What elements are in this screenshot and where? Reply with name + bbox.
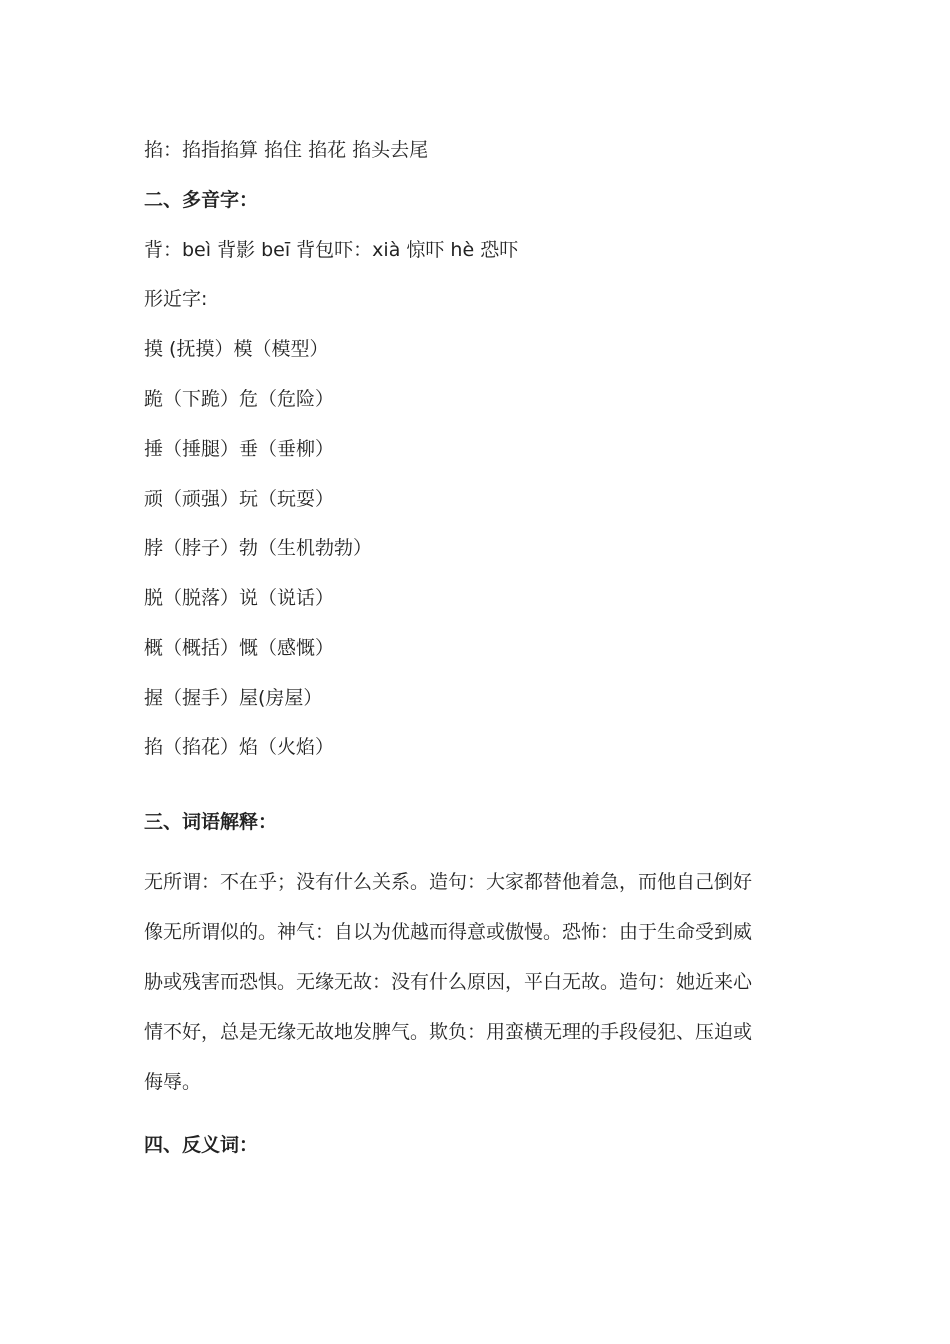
text-line-bei-xia: 背：beì 背影 beī 背包吓：xià 惊吓 hè 恐吓: [144, 239, 519, 261]
text-line-tuo: 脱（脱落）说（说话）: [144, 587, 335, 609]
paragraph-line: 无所谓：不在乎；没有什么关系。造句：大家都替他着急，而他自己倒好: [144, 871, 753, 893]
text-line-gui: 跪（下跪）危（危险）: [144, 388, 335, 410]
paragraph-line: 侮辱。: [144, 1071, 202, 1093]
text-line-bo: 脖（脖子）勃（生机勃勃）: [144, 537, 373, 559]
text-line-qia: 掐：掐指掐算 掐住 掐花 掐头去尾: [144, 139, 429, 161]
text-line-mo: 摸 (抚摸）模（模型）: [144, 338, 329, 360]
word-explanation-paragraph: [144, 857, 806, 1107]
section-heading-polyphonic: 二、多音字：: [144, 189, 259, 211]
text-line-chui: 捶（捶腿）垂（垂柳）: [144, 438, 335, 460]
text-line-wan: 顽（顽强）玩（玩耍）: [144, 488, 335, 510]
paragraph-line: 像无所谓似的。神气：自以为优越而得意或傲慢。恐怖：由于生命受到威: [144, 921, 753, 943]
text-line-wo: 握（握手）屋(房屋）: [144, 687, 323, 709]
text-line-qia-yan: 掐（掐花）焰（火焰）: [144, 736, 335, 758]
subheading-similar-characters: 形近字:: [144, 288, 208, 310]
paragraph-line: 胁或残害而恐惧。无缘无故：没有什么原因，平白无故。造句：她近来心: [144, 971, 753, 993]
section-heading-antonyms: 四、反义词：: [144, 1134, 259, 1156]
paragraph-line: 情不好，总是无缘无故地发脾气。欺负：用蛮横无理的手段侵犯、压迫或: [144, 1021, 753, 1043]
section-heading-word-explanation: 三、词语解释：: [144, 811, 278, 833]
text-line-gai: 概（概括）慨（感慨）: [144, 637, 335, 659]
